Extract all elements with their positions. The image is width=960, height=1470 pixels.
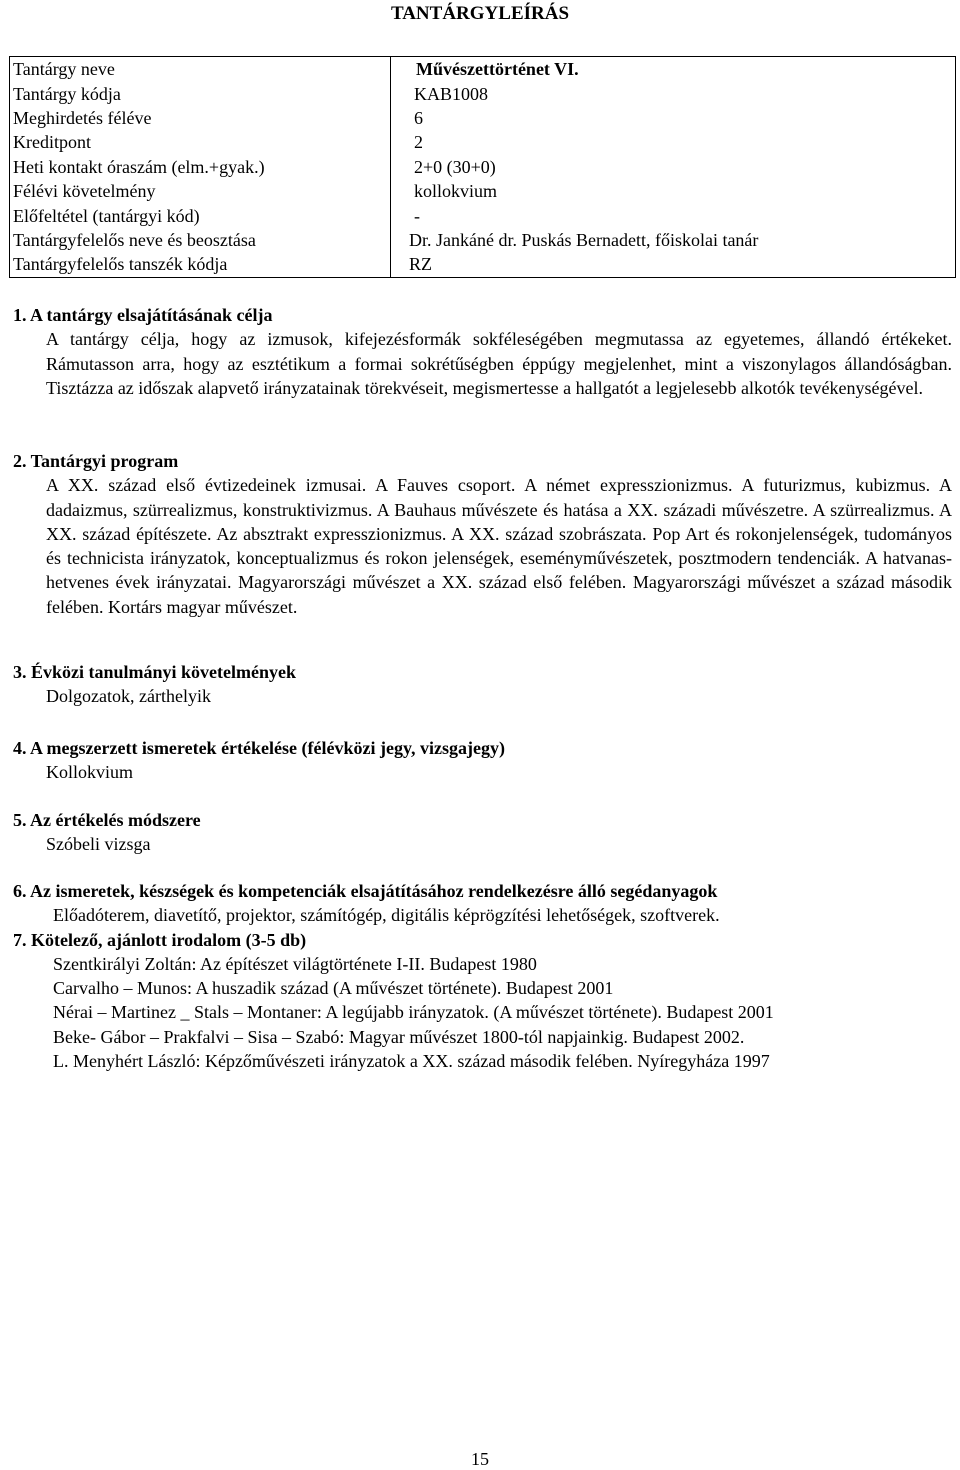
info-value-cell — [391, 57, 956, 82]
info-value: Művészettörténet VI. — [416, 59, 579, 80]
info-value: 6 — [414, 107, 423, 128]
section-requirements — [13, 660, 952, 709]
section-text: A tantárgy célja, hogy az izmusok, kifejezésformák sokféleségében megmutassa az egyetemes, állandó értékeket. Rámutasson arra, hogy az esztétikum a formai sokrétűségben éppúgy megjelenhet, mint a viszonylagos állandóságban. Tisztázza az időszak alapvető irányzatainak törekvéseit, megismertesse a hallgatót a legjelesebb alkotók tevékenységével. — [46, 329, 952, 398]
info-row — [10, 81, 956, 105]
info-label: Tantárgy neve — [13, 59, 115, 80]
info-label: Félévi követelmény — [13, 181, 156, 202]
reference-item: Beke- Gábor – Prakfalvi – Sisa – Szabó: Magyar művészet 1800-tól napjainkig. Budapest 2002. — [53, 1026, 745, 1047]
info-value-cell — [391, 130, 956, 154]
info-value: Dr. Jankáné dr. Puskás Bernadett, főiskolai tanár — [409, 229, 759, 250]
info-value: 2 — [414, 132, 423, 153]
reference-list — [53, 952, 952, 1073]
reference-item: Carvalho – Munos: A huszadik század (A művészet története). Budapest 2001 — [53, 978, 614, 999]
info-value-cell — [391, 106, 956, 130]
section-heading: 3. Évközi tanulmányi követelmények — [13, 662, 297, 682]
info-value: kollokvium — [414, 181, 498, 202]
section-text: Szóbeli vizsga — [46, 834, 151, 855]
section-method — [13, 808, 952, 857]
section-text: Kollokvium — [46, 762, 134, 783]
info-row — [10, 179, 956, 203]
info-row — [10, 57, 956, 82]
course-info-table — [9, 56, 956, 278]
reference-item: Nérai – Martinez _ Stals – Montaner: A legújabb irányzatok. (A művészet története). Budapest 2001 — [53, 1002, 774, 1023]
info-value: 2+0 (30+0) — [414, 156, 496, 177]
section-heading: 5. Az értékelés módszere — [13, 810, 201, 830]
info-row — [10, 106, 956, 130]
reference-item: L. Menyhért László: Képzőművészeti irányzatok a XX. század második felében. Nyíregyháza 1997 — [53, 1051, 770, 1072]
info-value-cell — [391, 203, 956, 227]
info-row — [10, 203, 956, 227]
info-value-cell — [391, 252, 956, 277]
info-label: Tantárgyfelelős tanszék kódja — [13, 254, 228, 275]
info-value-cell — [391, 179, 956, 203]
section-assessment — [13, 736, 952, 785]
info-value: RZ — [409, 254, 433, 275]
section-heading: 4. A megszerzett ismeretek értékelése (félévközi jegy, vizsgajegy) — [13, 738, 505, 758]
section-program — [13, 449, 952, 619]
info-value-cell — [391, 81, 956, 105]
section-heading: 1. A tantárgy elsajátításának célja — [13, 305, 273, 325]
info-value-cell — [391, 155, 956, 179]
section-text: Előadóterem, diavetítő, projektor, számítógép, digitális képrögzítési lehetőségek, szoftverek. — [53, 905, 720, 926]
section-text: A XX. század első évtizedeinek izmusai. A Fauves csoport. A német expresszionizmus. A futurizmus, kubizmus. A dadaizmus, szürrealizmus, konstruktivizmus. A Bauhaus művészete és hatása a XX. századi művészetre. A szürrealizmus. A XX. század építészete. Az absztrakt expresszionizmus. A XX. század szobrászata. Pop Art és rokonjelenségek, tudományos és technicista irányzatok, konceptualizmus és rokon jelenségek, eseményművészetek, posztmodern tendenciák. A hatvanas-hetvenes évek irányzatai. Magyarországi művészet a XX. század első felében. Magyarországi művészet a század második felében. Kortárs magyar művészet. — [46, 475, 952, 617]
page-number: 15 — [471, 1449, 489, 1469]
info-label: Tantárgyfelelős neve és beosztása — [13, 229, 256, 250]
info-label: Tantárgy kódja — [13, 83, 121, 104]
info-row — [10, 252, 956, 277]
info-value: - — [414, 205, 420, 226]
section-resources — [13, 879, 952, 1073]
section-text: Dolgozatok, zárthelyik — [46, 686, 211, 707]
section-objective — [13, 303, 952, 400]
info-value: KAB1008 — [414, 83, 489, 104]
document-title: TANTÁRGYLEÍRÁS — [390, 3, 570, 24]
info-row — [10, 130, 956, 154]
section-heading: 6. Az ismeretek, készségek és kompetenciák elsajátításához rendelkezésre álló segédanyagok — [13, 881, 718, 901]
section-heading-literature: 7. Kötelező, ajánlott irodalom (3-5 db) — [13, 929, 307, 950]
info-label: Meghirdetés féléve — [13, 107, 152, 128]
info-row — [10, 228, 956, 252]
info-label: Kreditpont — [13, 132, 91, 153]
info-label: Előfeltétel (tantárgyi kód) — [13, 205, 200, 226]
info-value-cell — [391, 228, 956, 252]
section-heading: 2. Tantárgyi program — [13, 451, 179, 471]
info-row — [10, 155, 956, 179]
info-label: Heti kontakt óraszám (elm.+gyak.) — [13, 156, 265, 177]
reference-item: Szentkirályi Zoltán: Az építészet világtörténete I-II. Budapest 1980 — [53, 953, 537, 974]
